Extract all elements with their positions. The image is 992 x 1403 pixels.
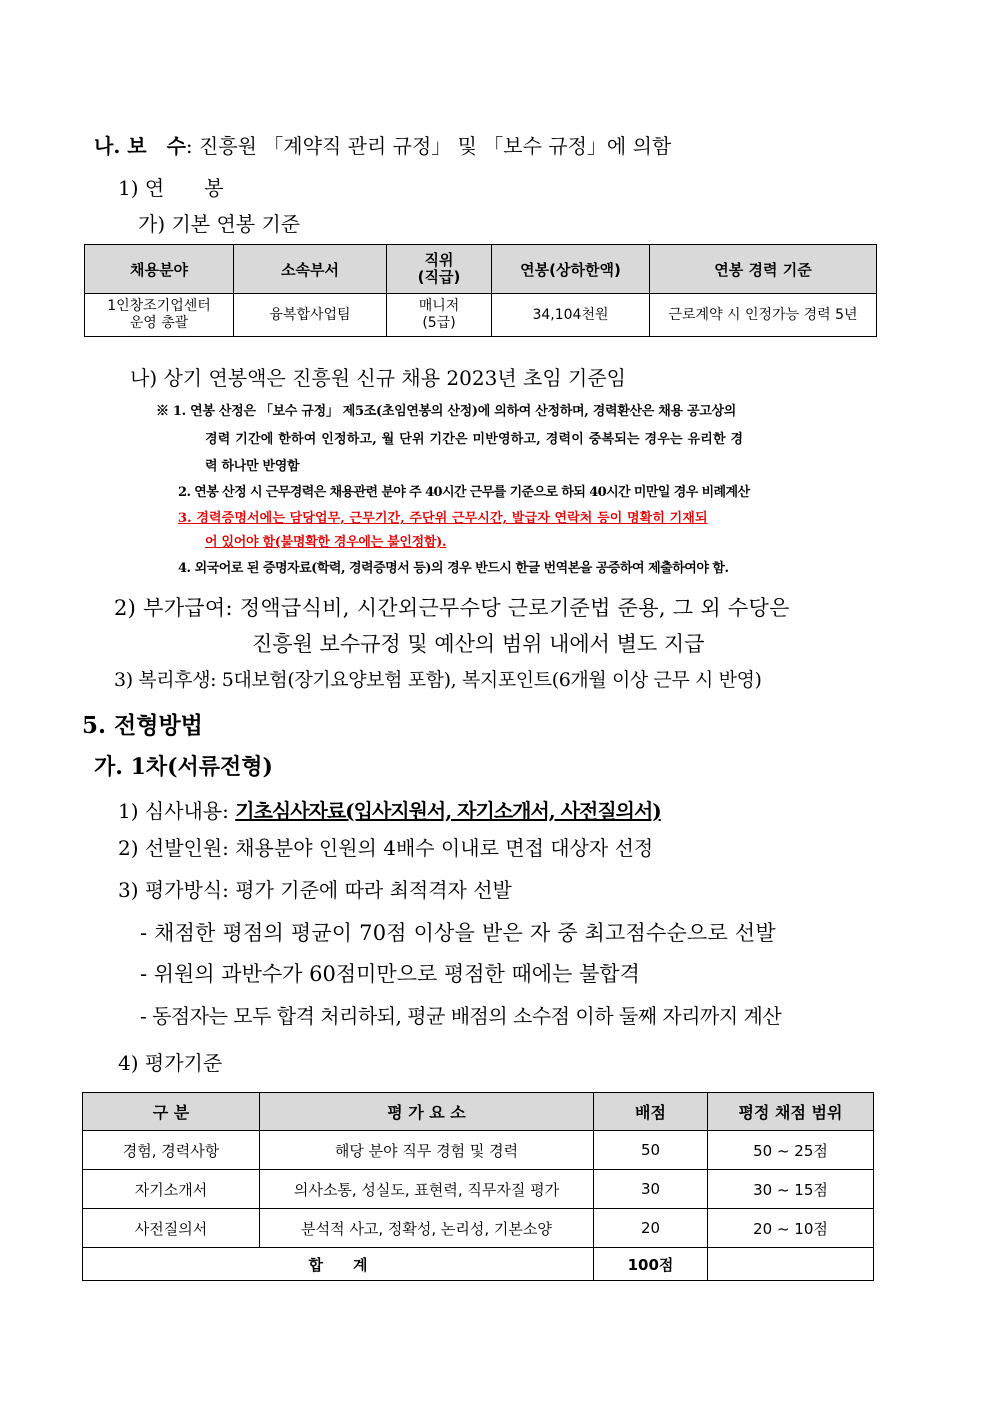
- extra-pay-line2: 진흥원 보수규정 및 예산의 범위 내에서 별도 지급: [252, 632, 705, 656]
- header-category: 구 분: [83, 1093, 260, 1131]
- criteria-title: 4) 평가기준: [118, 1051, 223, 1075]
- header-range: 평정 채점 범위: [708, 1093, 874, 1131]
- pay-heading: [94, 130, 671, 159]
- note-3b: 어 있어야 함(불명확한 경우에는 불인정함).: [205, 535, 447, 550]
- cell-range: 20 ~ 10점: [708, 1209, 874, 1248]
- review-value: 기초심사자료(입사지원서, 자기소개서, 사전질의서): [235, 799, 661, 823]
- table-row: [85, 294, 877, 337]
- selection-heading: 5. 전형방법: [82, 712, 203, 739]
- note-2: 2. 연봉 산정 시 근무경력은 채용관련 분야 주 40시간 근무를 기준으로 하되 40시간 미만일 경우 비례계산: [178, 485, 750, 500]
- cell-range: 50 ~ 25점: [708, 1131, 874, 1170]
- review-label: 1) 심사내용:: [118, 799, 236, 823]
- cell-salary: 34,104천원: [492, 294, 650, 337]
- cell-dept: 융복합사업팀: [234, 294, 387, 337]
- bullet-2: - 위원의 과반수가 60점미만으로 평점한 때에는 불합격: [140, 962, 640, 986]
- salary-table-header: [85, 245, 877, 294]
- note-3a: 3. 경력증명서에는 담당업무, 근무기간, 주단위 근무시간, 발급자 연락처 등이 명확히 기재되: [178, 511, 708, 526]
- total-range-empty: [708, 1248, 874, 1281]
- criteria-table: [82, 1092, 874, 1281]
- basic-salary-title: 가) 기본 연봉 기준: [138, 212, 301, 236]
- cell-category: 경험, 경력사항: [83, 1131, 260, 1170]
- header-element: 평 가 요 소: [260, 1093, 594, 1131]
- pay-heading-label: 나. 보 수: [94, 134, 186, 158]
- total-row: [83, 1248, 874, 1281]
- cell-field: 1인창조기업센터 운영 총괄: [85, 294, 234, 337]
- cell-element: 분석적 사고, 정확성, 논리성, 기본소양: [260, 1209, 594, 1248]
- criteria-table-header: [83, 1093, 874, 1131]
- header-score: 배점: [594, 1093, 708, 1131]
- header-salary: 연봉(상하한액): [492, 245, 650, 294]
- cell-category: 자기소개서: [83, 1170, 260, 1209]
- welfare-line: 3) 복리후생: 5대보험(장기요양보험 포함), 복지포인트(6개월 이상 근무 시 반영): [114, 669, 762, 691]
- salary-table: [84, 244, 877, 337]
- header-position: 직위 (직급): [387, 245, 492, 294]
- bullet-3: - 동점자는 모두 합격 처리하되, 평균 배점의 소수점 이하 둘째 자리까지 계산: [140, 1004, 782, 1028]
- table-row: [83, 1170, 874, 1209]
- total-value: 100점: [594, 1248, 708, 1281]
- header-field: 채용분야: [85, 245, 234, 294]
- header-career: 연봉 경력 기준: [650, 245, 877, 294]
- cell-range: 30 ~ 15점: [708, 1170, 874, 1209]
- salary-basis-note: 나) 상기 연봉액은 진흥원 신규 채용 2023년 초임 기준임: [130, 366, 626, 390]
- cell-position: 매니저 (5급): [387, 294, 492, 337]
- cell-score: 50: [594, 1131, 708, 1170]
- note-1b: 경력 기간에 한하여 인정하고, 월 단위 기간은 미반영하고, 경력이 중복되는 경우는 유리한 경: [205, 432, 744, 447]
- cell-element: 해당 분야 직무 경험 및 경력: [260, 1131, 594, 1170]
- review-content: [118, 795, 661, 824]
- header-dept: 소속부서: [234, 245, 387, 294]
- note-1c: 력 하나만 반영함: [205, 459, 300, 474]
- cell-score: 20: [594, 1209, 708, 1248]
- pay-heading-text: : 진흥원 「계약직 관리 규정」 및 「보수 규정」에 의함: [185, 134, 672, 158]
- cell-career: 근로계약 시 인정가능 경력 5년: [650, 294, 877, 337]
- note-4: 4. 외국어로 된 증명자료(학력, 경력증명서 등)의 경우 반드시 한글 번역본을 공증하여 제출하여야 함.: [178, 561, 729, 576]
- cell-category: 사전질의서: [83, 1209, 260, 1248]
- evaluation-method: 3) 평가방식: 평가 기준에 따라 최적격자 선발: [118, 878, 512, 902]
- bullet-1: - 채점한 평점의 평균이 70점 이상을 받은 자 중 최고점수순으로 선발: [140, 921, 776, 945]
- note-1a: ※ 1. 연봉 산정은 「보수 규정」 제5조(초임연봉의 산정)에 의하여 산정하며, 경력환산은 채용 공고상의: [156, 404, 737, 419]
- table-row: [83, 1209, 874, 1248]
- extra-pay-line1: 2) 부가급여: 정액급식비, 시간외근무수당 근로기준법 준용, 그 외 수당은: [114, 596, 790, 620]
- select-count: 2) 선발인원: 채용분야 인원의 4배수 이내로 면접 대상자 선정: [118, 836, 654, 860]
- cell-element: 의사소통, 성실도, 표현력, 직무자질 평가: [260, 1170, 594, 1209]
- cell-score: 30: [594, 1170, 708, 1209]
- total-label: 합 계: [83, 1248, 594, 1281]
- table-row: [83, 1131, 874, 1170]
- salary-title: 1) 연 봉: [118, 176, 224, 200]
- first-round-heading: 가. 1차(서류전형): [94, 754, 273, 780]
